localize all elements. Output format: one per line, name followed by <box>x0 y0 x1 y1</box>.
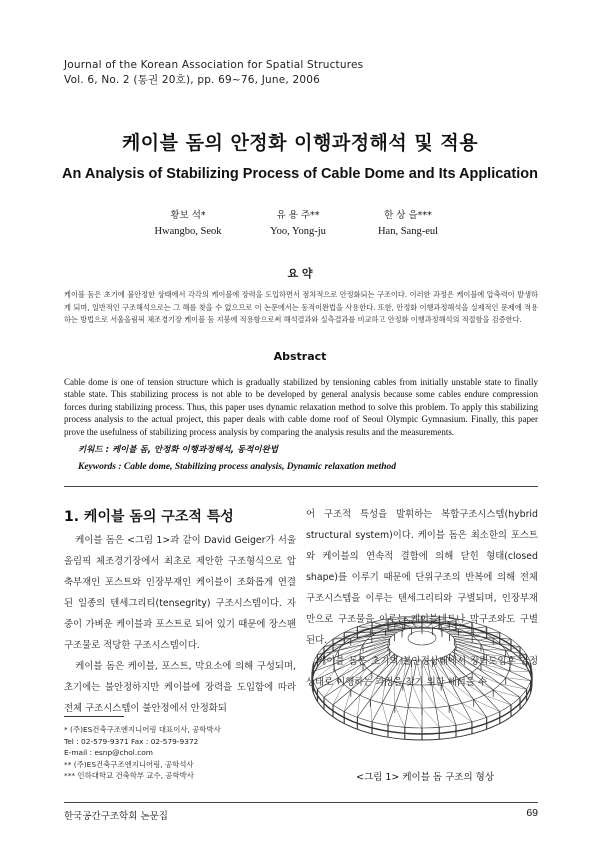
ridge-cable <box>477 668 500 684</box>
footnote: Tel : 02-579-9371 Fax : 02-579-9372 <box>64 736 199 746</box>
ridge-cable <box>317 678 338 690</box>
ridge-cable <box>441 683 449 705</box>
footnotes <box>64 724 221 782</box>
ridge-cable <box>338 664 363 678</box>
ridge-cable <box>484 695 500 711</box>
ridge-cable <box>450 634 473 636</box>
abstract-heading: Abstract <box>273 350 327 363</box>
ridge-cable <box>472 672 493 690</box>
diagonal-cable <box>394 682 395 706</box>
section-divider <box>64 486 538 487</box>
keywords-korean: 키워드 : 케이블 돔, 안정화 이행과정해석, 동적이완법 <box>78 445 279 455</box>
diagonal-cable <box>363 647 388 664</box>
page-number: 69 <box>526 807 538 819</box>
ridge-cable <box>483 659 509 671</box>
diagonal-cable <box>483 659 510 664</box>
footnote: ** (주)ES건축구조엔지니어링, 공학석사 <box>64 759 194 769</box>
author-name-korean: 황보 석* <box>170 210 206 221</box>
ridge-cable <box>357 700 370 718</box>
author-name-english: Hwangbo, Seok <box>154 226 222 237</box>
ridge-cable <box>324 684 344 697</box>
diagonal-cable <box>466 628 474 632</box>
author-name-english: Yoo, Yong-ju <box>270 226 326 237</box>
cable-dome-figure <box>306 574 538 744</box>
diagonal-cable <box>360 672 372 695</box>
diagonal-cable <box>422 623 427 627</box>
footer-rule <box>64 802 538 803</box>
diagonal-cable <box>412 623 422 627</box>
ridge-cable <box>313 671 335 681</box>
left-column <box>64 530 296 719</box>
korean-summary-text: 케이블 돔은 초기에 불안정한 상태에서 각각의 케이블에 장력을 도입하면서 점차적으로 안정화되는 구조이다. 이러한 과정은 케이블에 압축력이 발생하게 되며, 일반적인 구조해석으로는 그 해를 찾을 수 없으므로 이 논문에서는 동적이완법을 사용한다. 또한, 안정화 이행과정해석을 실제적인 문제에 적용하는 방법으로 서울올림픽 체조경기장 케이블 돔 지붕에 적용함으로써 해석결과와 실측결과를 비교하고 안정화 이행과정해석의 적절함을 검증한다. <box>64 290 538 325</box>
footnote: *** 인하대학교 건축학부 교수, 공학박사 <box>64 771 194 780</box>
diagonal-cable <box>449 706 472 722</box>
ridge-cable <box>408 685 412 708</box>
author-name-english: Han, Sang-eul <box>377 226 439 237</box>
diagonal-cable <box>474 700 500 712</box>
ridge-cable <box>449 619 456 622</box>
section-heading: 1. 케이블 돔의 구조적 특성 <box>64 509 234 525</box>
diagonal-cable <box>317 671 335 689</box>
ridge-cable <box>333 690 351 705</box>
ridge-cable <box>474 700 487 718</box>
ridge-cable <box>474 627 487 629</box>
diagonal-cable <box>422 661 432 685</box>
diagonal-cable <box>324 638 351 646</box>
diagonal-cable <box>433 660 451 681</box>
ridge-cable <box>317 650 338 654</box>
diagonal-cable <box>412 685 422 708</box>
footnote: * (주)ES건축구조엔지니어링 대표이사, 공학박사 <box>64 725 221 734</box>
diagonal-cable <box>333 684 344 705</box>
ridge-cable <box>335 659 361 671</box>
ridge-cable <box>388 706 395 725</box>
journal-name: Journal of the Korean Association for Spatial Structures <box>64 59 364 71</box>
diagonal-cable <box>450 654 478 668</box>
keywords-english: Keywords : Cable dome, Stabilizing process analysis, Dynamic relaxation method <box>78 462 396 472</box>
ridge-cable <box>351 672 372 690</box>
diagonal-cable <box>454 649 483 659</box>
paragraph: 케이블 돔은 <그림 1>과 같이 David Geiger가 서울올림픽 체조경기장에서 최초로 제안한 구조형식으로 압축부재인 포스트와 인장부재인 케이블이 조화롭게 연결된 일종의 텐세그리티(tensegrity) 구조시스템이다. 자중이 가벼운 케이블과 포스트로 되어 있기 때문에 장스팬 구조물로 적당한 구조시스템이다. <box>64 535 296 651</box>
diagonal-cable <box>403 683 408 707</box>
diagonal-cable <box>441 683 462 703</box>
cable-dome-drawing <box>312 616 532 740</box>
paragraph: 어 구조적 특성을 발휘하는 복합구조시스템(hybrid structural system)이다. 케이블 돔은 최소한의 포스트와 케이블의 연속적 결합에 의해 닫힌 형태(closed shape)를 이루기 때문에 단위구조의 반복에 의해 전체 구조시스템을 이루는 텐세그리티와 구별되며, 인장부재만으로 구조물을 이루는 케이블네트나 막구조와도 구별된다. <box>306 509 538 646</box>
diagonal-cable <box>484 695 511 705</box>
diagonal-cable <box>417 661 422 685</box>
diagonal-cable <box>313 664 334 681</box>
paragraph: 케이블 돔은 케이블, 포스트, 막요소에 의해 구성되며, 초기에는 불안정하지만 케이블에 장력을 도입함에 따라 전체 구조시스템이 불안정에서 안정화되 <box>64 661 296 714</box>
ridge-cable <box>386 658 402 679</box>
footnote-rule <box>64 716 124 717</box>
ridge-cable <box>450 682 462 704</box>
diagonal-cable <box>344 664 363 684</box>
paper-title-korean: 케이블 돔의 안정화 이행과정해석 및 적용 <box>121 132 479 154</box>
ridge-cable <box>372 703 382 722</box>
diagonal-cable <box>432 685 449 706</box>
diagonal-cable <box>450 682 474 700</box>
figure-caption: <그림 1> 케이블 돔 구조의 형상 <box>355 772 494 783</box>
ridge-cable <box>382 682 394 704</box>
ridge-cable <box>427 623 431 627</box>
ridge-cable <box>493 690 511 705</box>
footnote: E-mail : esnp@chol.com <box>64 748 153 757</box>
diagonal-cable <box>432 623 433 627</box>
ridge-cable <box>412 661 416 685</box>
diagonal-cable <box>452 636 472 637</box>
ridge-cable <box>405 707 408 727</box>
diagonal-cable <box>370 676 378 700</box>
diagonal-cable <box>408 707 422 728</box>
diagonal-cable <box>395 706 405 727</box>
ridge-cable <box>372 622 382 625</box>
journal-volume: Vol. 6, No. 2 (통권 20호), pp. 69~76, June, 2006 <box>64 74 320 86</box>
paragraph: 케이블 돔은 초기의 불안정상태에서 장력도입후 안정상태로 이행하는 과정을 찾기 위한 해석을 수 <box>306 656 538 688</box>
diagonal-cable <box>450 632 466 634</box>
author-name-korean: 유 용 주** <box>276 210 320 221</box>
paper-title-english: An Analysis of Stabilizing Process of Cable Dome and Its Application <box>62 166 538 182</box>
ridge-cable <box>334 654 360 664</box>
abstract-text: Cable dome is one of tension structure which is gradually stabilized by tensioning cables from initially unstable state to finally stable state. This stabilizing process is not able to be developed by general analysis because some cables endure compression forces during stabilizing process. Thus, this paper uses dynamic relaxation method to solve this problem. To apply this stabilizing process analysis to the actual project, this paper deals with cable dome roof of Seoul Olympic Gymnasium. Finally, this paper prove the usefulness of stabilizing process analysis by comparing the analysis results and the measurements. <box>64 377 538 437</box>
diagonal-cable <box>481 664 509 671</box>
ridge-cable <box>357 627 370 629</box>
keywords-block <box>78 442 396 476</box>
journal-header <box>64 58 363 88</box>
diagonal-cable <box>324 678 338 698</box>
korean-summary-heading: 요 약 <box>287 267 313 280</box>
footer-journal: 한국공간구조학회 논문집 <box>64 811 168 822</box>
author-3 <box>338 208 478 240</box>
ridge-cable <box>506 678 527 690</box>
ridge-cable <box>436 707 439 727</box>
ridge-cable <box>462 622 472 625</box>
ridge-cable <box>506 650 527 654</box>
ridge-cable <box>395 683 403 705</box>
author-name-korean: 한 상 을*** <box>384 210 432 221</box>
diagonal-cable <box>382 703 388 725</box>
